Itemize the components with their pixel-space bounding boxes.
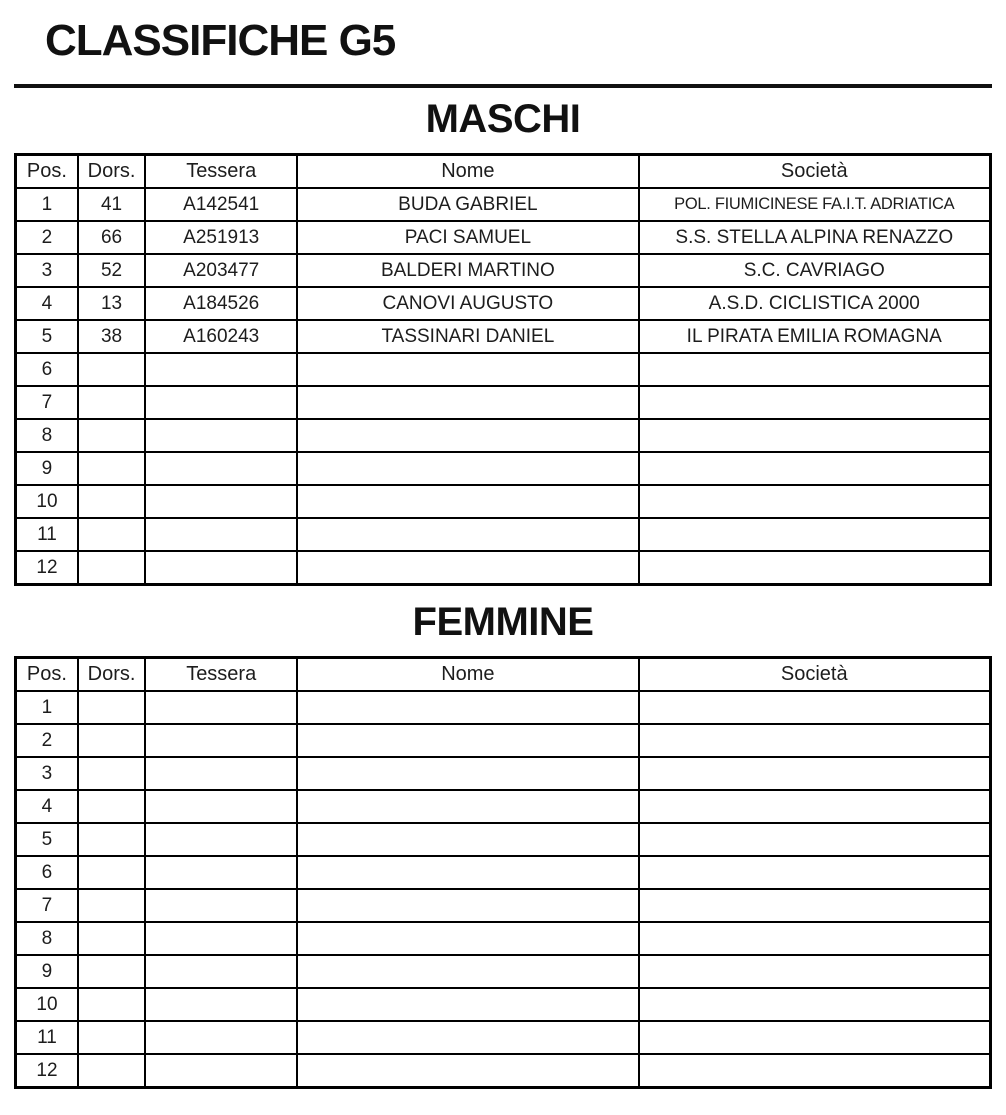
table-header <box>16 658 991 692</box>
table-row <box>16 353 991 386</box>
table-cell <box>639 823 991 856</box>
table-row <box>16 790 991 823</box>
table-cell: 41 <box>78 188 145 221</box>
table-cell: S.S. STELLA ALPINA RENAZZO <box>639 221 991 254</box>
table-row <box>16 988 991 1021</box>
table-cell <box>145 353 297 386</box>
table-cell: 10 <box>16 988 78 1021</box>
ranking-table-femmine <box>14 656 992 1089</box>
table-cell: 2 <box>16 221 78 254</box>
table-cell <box>297 988 638 1021</box>
table-cell: BUDA GABRIEL <box>297 188 638 221</box>
section-heading-femmine: FEMMINE <box>412 600 594 645</box>
table-cell <box>297 790 638 823</box>
column-header: Società <box>639 155 991 189</box>
column-header: Tessera <box>145 658 297 692</box>
table-cell: TASSINARI DANIEL <box>297 320 638 353</box>
table-cell: 11 <box>16 518 78 551</box>
table-cell <box>145 889 297 922</box>
table-row <box>16 221 991 254</box>
table-row <box>16 856 991 889</box>
table-cell: 3 <box>16 757 78 790</box>
table-cell: 4 <box>16 287 78 320</box>
table-cell: A142541 <box>145 188 297 221</box>
table-cell: A160243 <box>145 320 297 353</box>
table-cell <box>78 1021 145 1054</box>
table-row <box>16 452 991 485</box>
table-cell: A251913 <box>145 221 297 254</box>
ranking-table-maschi <box>14 153 992 586</box>
table-cell <box>639 790 991 823</box>
column-header: Nome <box>297 658 638 692</box>
table-cell: 9 <box>16 452 78 485</box>
table-cell <box>145 551 297 585</box>
section-heading-maschi: MASCHI <box>425 97 581 142</box>
table-cell: A.S.D. CICLISTICA 2000 <box>639 287 991 320</box>
table-cell <box>297 955 638 988</box>
table-cell: 3 <box>16 254 78 287</box>
table-row <box>16 823 991 856</box>
table-cell <box>639 922 991 955</box>
table-cell <box>78 889 145 922</box>
table-cell <box>639 856 991 889</box>
table-cell: 8 <box>16 419 78 452</box>
table-cell <box>639 386 991 419</box>
table-cell <box>78 724 145 757</box>
table-row <box>16 1054 991 1088</box>
table-cell: 10 <box>16 485 78 518</box>
column-header: Pos. <box>16 155 78 189</box>
table-cell <box>639 889 991 922</box>
table-cell <box>145 922 297 955</box>
table-row <box>16 386 991 419</box>
table-row <box>16 485 991 518</box>
table-row <box>16 889 991 922</box>
table-cell: 5 <box>16 823 78 856</box>
table-cell <box>297 922 638 955</box>
table-cell <box>78 551 145 585</box>
table-cell <box>78 955 145 988</box>
table-cell <box>639 988 991 1021</box>
column-header: Dors. <box>78 658 145 692</box>
table-cell <box>297 889 638 922</box>
table-cell <box>639 518 991 551</box>
table-cell: A203477 <box>145 254 297 287</box>
table-cell: 52 <box>78 254 145 287</box>
table-header <box>16 155 991 189</box>
table-cell: 7 <box>16 386 78 419</box>
table-cell <box>145 790 297 823</box>
table-cell <box>297 757 638 790</box>
table-cell <box>639 353 991 386</box>
table-cell <box>145 988 297 1021</box>
table-cell: IL PIRATA EMILIA ROMAGNA <box>639 320 991 353</box>
table-row <box>16 320 991 353</box>
table-cell <box>297 1054 638 1088</box>
column-header: Tessera <box>145 155 297 189</box>
table-row <box>16 757 991 790</box>
table-cell <box>297 724 638 757</box>
table-cell: CANOVI AUGUSTO <box>297 287 638 320</box>
table-cell: 12 <box>16 1054 78 1088</box>
page-title: CLASSIFICHE G5 <box>45 16 396 65</box>
table-cell <box>297 551 638 585</box>
table-cell <box>145 518 297 551</box>
table-cell <box>78 856 145 889</box>
table-cell: 4 <box>16 790 78 823</box>
table-cell <box>639 452 991 485</box>
table-cell <box>78 1054 145 1088</box>
column-header: Società <box>639 658 991 692</box>
table-cell <box>639 1021 991 1054</box>
table-cell: 6 <box>16 856 78 889</box>
table-cell <box>78 353 145 386</box>
table-cell: 1 <box>16 188 78 221</box>
table-cell <box>145 724 297 757</box>
table-cell: 9 <box>16 955 78 988</box>
table-cell <box>639 955 991 988</box>
table-cell: 7 <box>16 889 78 922</box>
table-row <box>16 1021 991 1054</box>
table-cell <box>78 452 145 485</box>
table-cell <box>78 988 145 1021</box>
table-cell: 66 <box>78 221 145 254</box>
table-row <box>16 724 991 757</box>
table-cell <box>145 1021 297 1054</box>
table-cell <box>297 856 638 889</box>
table-cell: PACI SAMUEL <box>297 221 638 254</box>
table-cell <box>297 485 638 518</box>
table-cell <box>639 724 991 757</box>
table-cell <box>78 691 145 724</box>
table-cell <box>145 955 297 988</box>
column-header: Dors. <box>78 155 145 189</box>
table-row <box>16 955 991 988</box>
table-cell <box>78 518 145 551</box>
table-cell <box>639 419 991 452</box>
table-cell <box>639 485 991 518</box>
table-cell <box>297 452 638 485</box>
table-cell <box>78 386 145 419</box>
table-cell <box>297 353 638 386</box>
table-cell <box>145 386 297 419</box>
table-cell <box>78 419 145 452</box>
table-row <box>16 922 991 955</box>
table-cell: 13 <box>78 287 145 320</box>
table-cell: POL. FIUMICINESE FA.I.T. ADRIATICA <box>639 188 991 221</box>
table-row <box>16 419 991 452</box>
table-cell: 11 <box>16 1021 78 1054</box>
table-row <box>16 287 991 320</box>
table-cell <box>145 856 297 889</box>
table-cell <box>145 452 297 485</box>
table-cell <box>297 386 638 419</box>
table-cell <box>297 823 638 856</box>
table-cell <box>297 1021 638 1054</box>
table-row <box>16 188 991 221</box>
table-cell: 5 <box>16 320 78 353</box>
column-header: Nome <box>297 155 638 189</box>
table-cell <box>639 757 991 790</box>
table-cell <box>297 518 638 551</box>
table-row <box>16 518 991 551</box>
table-cell <box>297 419 638 452</box>
table-row <box>16 691 991 724</box>
title-divider <box>14 84 992 88</box>
table-cell: S.C. CAVRIAGO <box>639 254 991 287</box>
table-cell <box>639 691 991 724</box>
table-cell <box>78 485 145 518</box>
table-row <box>16 551 991 585</box>
column-header: Pos. <box>16 658 78 692</box>
table-cell <box>145 419 297 452</box>
table-cell <box>78 922 145 955</box>
table-cell <box>145 823 297 856</box>
table-cell: 1 <box>16 691 78 724</box>
table-cell: 2 <box>16 724 78 757</box>
table-cell: 8 <box>16 922 78 955</box>
table-cell: 12 <box>16 551 78 585</box>
table-cell <box>145 757 297 790</box>
table-cell: 38 <box>78 320 145 353</box>
table-cell <box>78 790 145 823</box>
table-cell <box>78 823 145 856</box>
table-cell <box>145 485 297 518</box>
table-cell <box>78 757 145 790</box>
table-cell: 6 <box>16 353 78 386</box>
table-cell <box>639 1054 991 1088</box>
table-cell <box>639 551 991 585</box>
table-cell: A184526 <box>145 287 297 320</box>
table-cell <box>145 691 297 724</box>
table-cell <box>145 1054 297 1088</box>
table-row <box>16 254 991 287</box>
table-cell <box>297 691 638 724</box>
table-cell: BALDERI MARTINO <box>297 254 638 287</box>
